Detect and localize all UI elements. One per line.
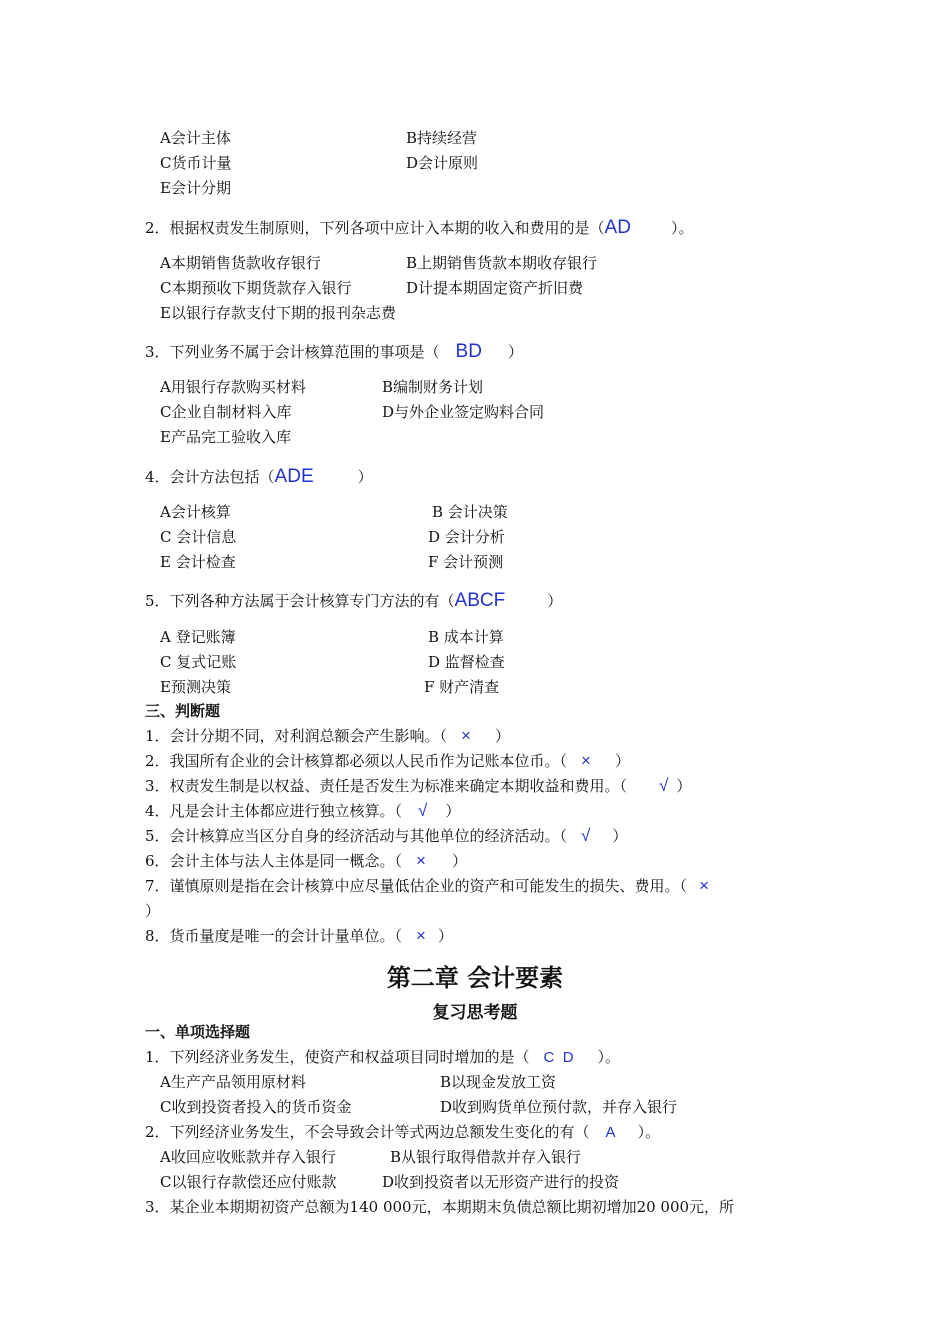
judge-item-close: ） [494,727,510,745]
q5-question [145,591,562,611]
q4-option-f: F 会计预测 [428,553,504,571]
judge-item-close: ） [445,802,461,820]
q2-option-d: D计提本期固定资产折旧费 [406,279,584,297]
c2q1-answer: C D [543,1049,574,1066]
judge-item-text: 5．会计核算应当区分自身的经济活动与其他单位的经济活动。（ [145,827,568,845]
c2q2-option-b: B从银行取得借款并存入银行 [390,1148,582,1166]
q5-option-b: B 成本计算 [428,628,504,646]
q4-option-c: C 会计信息 [160,528,237,546]
q1-option-a: A会计主体 [160,129,231,147]
cross-mark-icon: × [416,926,426,945]
q3-question [145,342,523,362]
check-mark-icon: √ [418,801,428,820]
q3-option-a: A用银行存款购买材料 [160,378,306,396]
judge-item [145,776,691,796]
judge-item [145,726,510,746]
judge-item-close: ） [145,902,161,920]
cross-mark-icon: × [416,851,426,870]
judge-item [145,876,709,896]
judge-item [145,751,630,771]
q5-option-a: A 登记账簿 [160,628,236,646]
q4-close: ） [357,468,373,486]
c2q2-stem: 2．下列经济业务发生，不会导致会计等式两边总额发生变化的有（ [145,1123,590,1141]
c2q2-answer: A [605,1124,616,1141]
check-mark-icon: √ [659,776,669,795]
q2-close: ）。 [670,219,694,237]
judge-item-close: ） [614,752,630,770]
q4-option-e: E 会计检查 [160,553,236,571]
c2q1-option-a: A生产产品领用原材料 [160,1073,306,1091]
judge-item-text: 1．会计分期不同，对利润总额会产生影响。（ [145,727,448,745]
q2-option-a: A本期销售货款收存银行 [160,254,321,272]
judge-heading: 三、判断题 [145,702,221,720]
q3-close: ） [507,343,523,361]
chapter-title: 第二章 会计要素 [386,964,564,992]
c2q1-stem: 1．下列经济业务发生，使资产和权益项目同时增加的是（ [145,1048,530,1066]
c2q1-question [145,1047,620,1068]
judge-item-close: ） [612,827,628,845]
c2q1-option-b: B以现金发放工资 [440,1073,557,1091]
c2q2-close: ）。 [637,1123,661,1141]
q5-answer: ABCF [454,590,506,611]
q4-option-d: D 会计分析 [428,528,505,546]
q5-option-e: E预测决策 [160,678,231,696]
c2q2-question [145,1122,660,1143]
check-mark-icon: √ [581,826,591,845]
q1-option-d: D会计原则 [406,154,479,172]
q2-option-b: B上期销售货款本期收存银行 [406,254,598,272]
q1-option-e: E会计分期 [160,179,231,197]
judge-item [145,826,627,846]
chapter-subtitle: 复习思考题 [432,1003,518,1023]
q4-option-a: A会计核算 [160,503,231,521]
q3-option-d: D与外企业签定购料合同 [382,403,545,421]
q4-answer: ADE [274,466,314,487]
judge-item-text: 3．权责发生制是以权益、责任是否发生为标准来确定本期收益和费用。（ [145,777,628,795]
c2q1-option-c: C收到投资者投入的货币资金 [160,1098,352,1116]
q2-stem: 2．根据权责发生制原则，下列各项中应计入本期的收入和费用的是（ [145,219,605,237]
judge-item-text: 7．谨慎原则是指在会计核算中应尽量低估企业的资产和可能发生的损失、费用。（ [145,877,688,895]
c2q2-option-a: A收回应收账款并存入银行 [160,1148,336,1166]
q2-option-c: C本期预收下期货款存入银行 [160,279,352,297]
q2-answer: AD [604,217,631,238]
cross-mark-icon: × [581,751,591,770]
q3-answer: BD [455,341,482,362]
judge-item-text: 2．我国所有企业的会计核算都必须以人民币作为记账本位币。（ [145,752,568,770]
q3-option-c: C企业自制材料入库 [160,403,292,421]
q1-option-b: B持续经营 [406,129,478,147]
q4-option-b: B 会计决策 [432,503,508,521]
c2q1-option-d: D收到购货单位预付款，并存入银行 [440,1098,678,1116]
q5-option-c: C 复式记账 [160,653,237,671]
q2-question [145,218,693,238]
judge-item-close: ） [676,777,692,795]
judge-item [145,851,467,871]
q5-option-d: D 监督检查 [428,653,505,671]
section-heading: 一、单项选择题 [145,1023,251,1041]
q5-stem: 5．下列各种方法属于会计核算专门方法的有（ [145,592,455,610]
judge-item-close: ） [437,927,453,945]
c2q3-question: 3．某企业本期期初资产总额为140 000元，本期期末负债总额比期初增加20 000元，所 [145,1198,735,1216]
q4-stem: 4．会计方法包括（ [145,468,275,486]
c2q2-option-d: D收到投资者以无形资产进行的投资 [382,1173,620,1191]
q3-option-b: B编制财务计划 [382,378,484,396]
q5-option-f: F 财产清查 [424,678,500,696]
judge-item-text: 8．货币量度是唯一的会计计量单位。（ [145,927,403,945]
c2q1-close: ）。 [597,1048,621,1066]
judge-item [145,926,453,946]
cross-mark-icon: × [461,726,471,745]
q2-option-e: E以银行存款支付下期的报刊杂志费 [160,304,396,322]
judge-item-text: 6．会计主体与法人主体是同一概念。（ [145,852,403,870]
q5-close: ） [547,592,563,610]
judge-item [145,801,460,821]
q4-question [145,467,373,487]
c2q2-option-c: C以银行存款偿还应付账款 [160,1173,337,1191]
q3-stem: 3．下列业务不属于会计核算范围的事项是（ [145,343,440,361]
q3-option-e: E产品完工验收入库 [160,428,291,446]
judge-item-close: ） [451,852,467,870]
judge-item-text: 4．凡是会计主体都应进行独立核算。（ [145,802,403,820]
q1-option-c: C货币计量 [160,154,232,172]
cross-mark-icon: × [699,876,709,895]
